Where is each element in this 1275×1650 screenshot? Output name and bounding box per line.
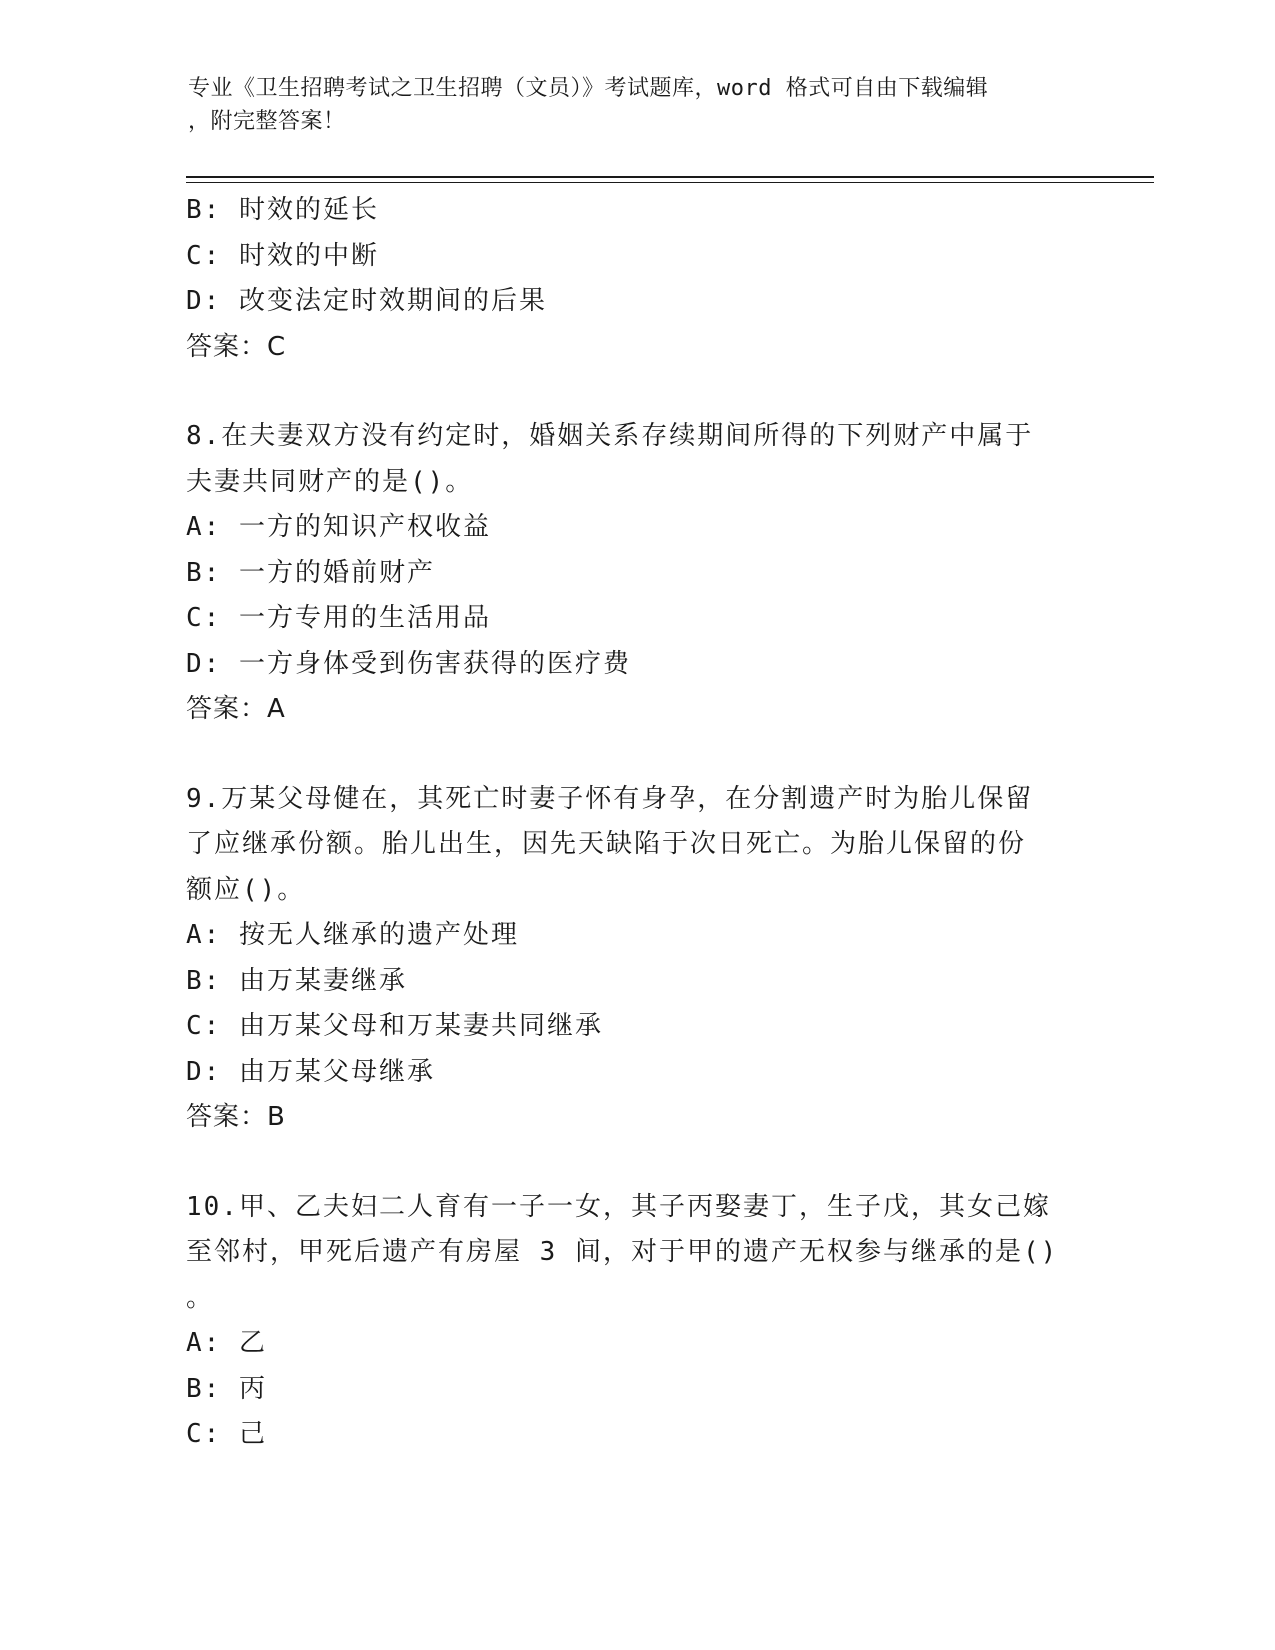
question-8: [186, 414, 1086, 733]
question-8-option-a: A: 一方的知识产权收益: [186, 512, 491, 542]
question-7-option-d: D: 改变法定时效期间的后果: [186, 286, 547, 316]
question-9-stem-line-1: 9.万某父母健在，其死亡时妻子怀有身孕，在分割遗产时为胎儿保留: [186, 783, 1034, 814]
question-9: [186, 777, 1086, 1141]
question-7: [186, 188, 1086, 370]
question-9-answer: 答案：B: [186, 1102, 286, 1132]
question-8-option-d: D: 一方身体受到伤害获得的医疗费: [186, 648, 631, 679]
question-9-option-a: A: 按无人继承的遗产处理: [186, 920, 519, 950]
question-8-option-b: B: 一方的婚前财产: [186, 557, 435, 588]
question-10-stem-line-1: 10.甲、乙夫妇二人育有一子一女，其子丙娶妻丁，生子戊，其女己嫁: [186, 1191, 1051, 1222]
header-divider-thin: [186, 182, 1154, 183]
question-10-option-a: A: 乙: [186, 1328, 267, 1358]
question-7-option-b: B: 时效的延长: [186, 195, 379, 225]
header-line-1: 专业《卫生招聘考试之卫生招聘（文员）》考试题库，word 格式可自由下载编辑: [188, 76, 989, 101]
header-line-2: ，附完整答案！: [188, 109, 346, 134]
question-10-stem-line-3: 。: [186, 1282, 215, 1313]
spacer: [186, 370, 1086, 414]
question-7-answer: 答案：C: [186, 331, 287, 362]
question-8-stem-line-2: 夫妻共同财产的是()。: [186, 466, 474, 497]
question-10-option-b: B: 丙: [186, 1373, 267, 1404]
question-9-option-c: C: 由万某父母和万某妻共同继承: [186, 1011, 603, 1041]
spacer: [186, 733, 1086, 777]
question-8-answer: 答案：A: [186, 694, 286, 724]
question-9-option-b: B: 由万某妻继承: [186, 965, 407, 996]
question-8-stem-line-1: 8.在夫妻双方没有约定时，婚姻关系存续期间所得的下列财产中属于: [186, 421, 1034, 451]
question-9-stem-line-3: 额应()。: [186, 874, 306, 905]
question-9-option-d: D: 由万某父母继承: [186, 1056, 435, 1087]
question-10-stem-line-2: 至邻村，甲死后遗产有房屋 3 间，对于甲的遗产无权参与继承的是(): [186, 1237, 1059, 1267]
header-divider-thick: [186, 176, 1154, 178]
question-10: [186, 1185, 1086, 1458]
spacer: [186, 1141, 1086, 1185]
question-10-option-c: C: 己: [186, 1419, 267, 1449]
question-9-stem-line-2: 了应继承份额。胎儿出生，因先天缺陷于次日死亡。为胎儿保留的份: [186, 829, 1027, 859]
question-7-option-c: C: 时效的中断: [186, 240, 379, 271]
question-list: [186, 188, 1086, 1458]
question-8-option-c: C: 一方专用的生活用品: [186, 603, 491, 633]
document-header: [188, 72, 1068, 138]
